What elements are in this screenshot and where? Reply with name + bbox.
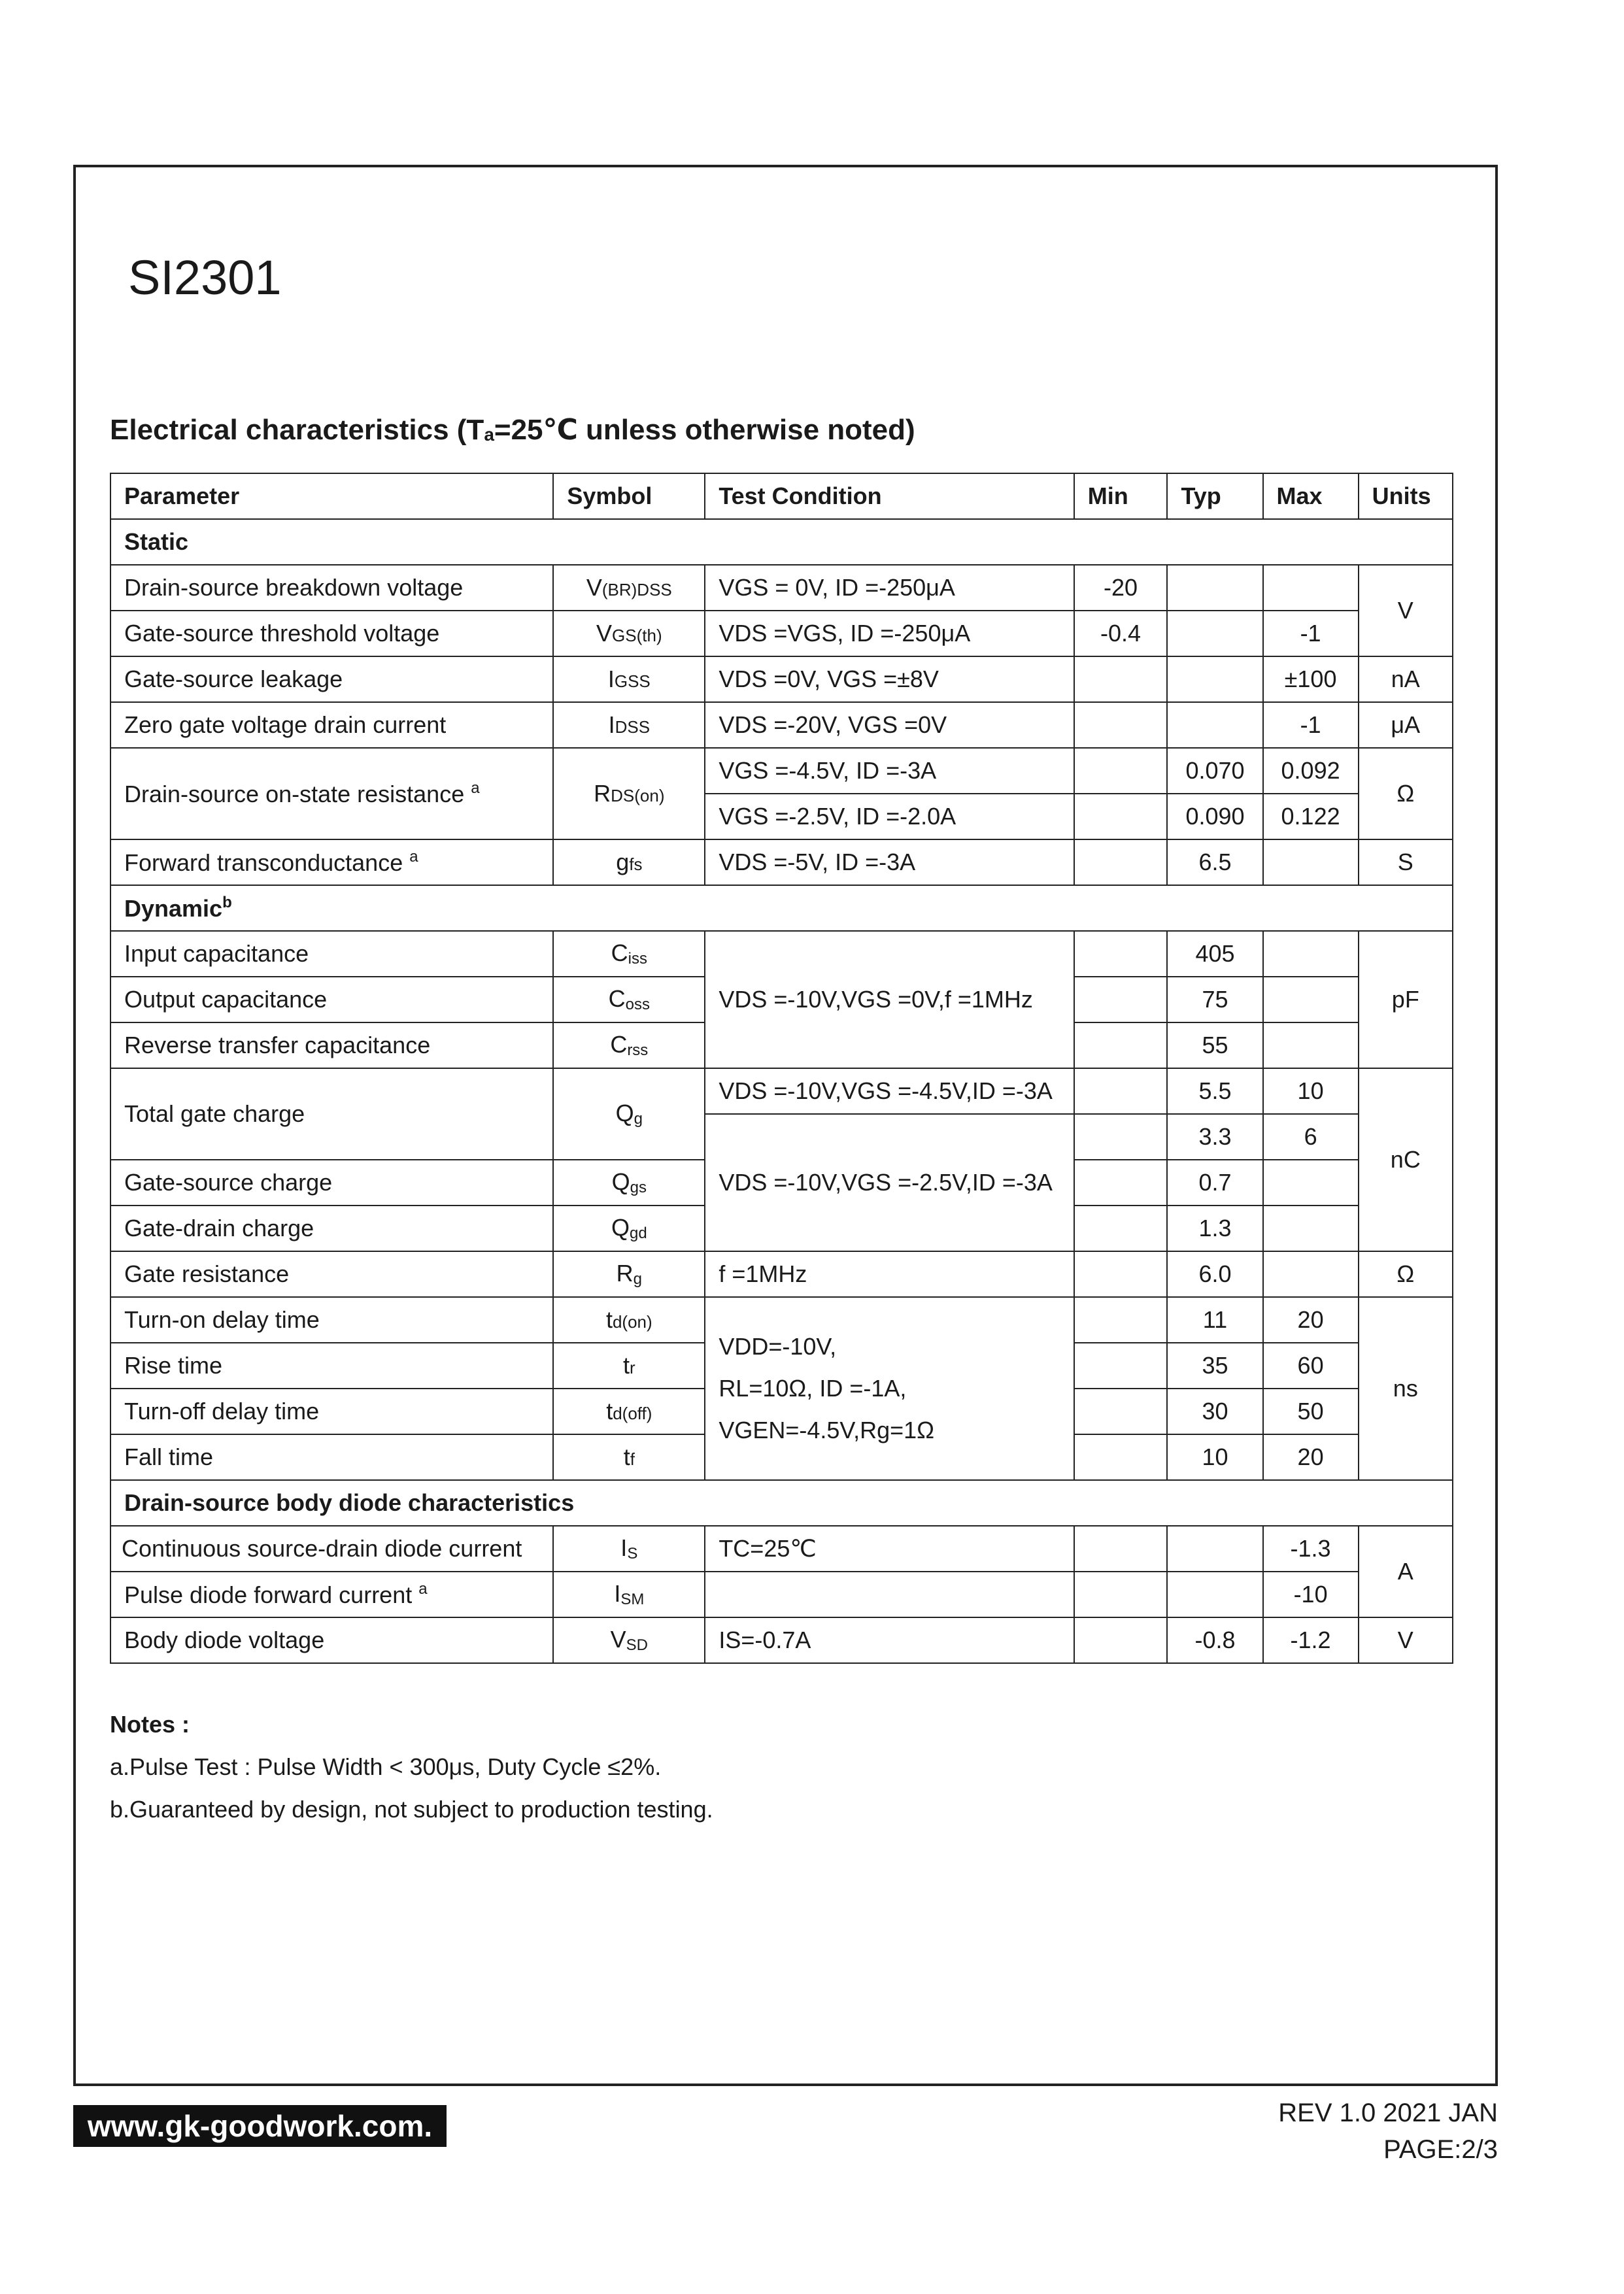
min-cell (1074, 656, 1168, 702)
param-cell: Input capacitance (110, 931, 553, 977)
header-row (110, 473, 1453, 519)
condition-cell: VDS =-5V, ID =-3A (705, 839, 1074, 885)
param-cell: Forward transconductance $^a$ (110, 839, 553, 885)
max-cell: -10 (1263, 1572, 1359, 1617)
switch-cond-line-3: VGEN=-4.5V,Rg=1Ω (719, 1417, 935, 1443)
symbol-cell: td(off) (553, 1389, 705, 1434)
typ-cell: 5.5 (1167, 1068, 1262, 1114)
param-cell: Gate-source threshold voltage (110, 611, 553, 656)
max-cell: 0.092 (1263, 748, 1359, 794)
max-cell (1263, 1022, 1359, 1068)
switch-cond-line-1: VDD=-10V, (719, 1333, 837, 1360)
min-cell (1074, 839, 1168, 885)
website-link[interactable]: www.gk-goodwork.com. (73, 2105, 447, 2147)
param-cell: Output capacitance (110, 977, 553, 1022)
typ-cell: 0.070 (1167, 748, 1262, 794)
param-cell: Zero gate voltage drain current (110, 702, 553, 748)
condition-cell (705, 1297, 1074, 1480)
min-cell (1074, 931, 1168, 977)
electrical-characteristics-table (110, 473, 1453, 1664)
param-cell: Drain-source on-state resistance $^a$ (110, 748, 553, 839)
typ-cell: 75 (1167, 977, 1262, 1022)
symbol-cell: $I_{SM}$ (553, 1572, 705, 1617)
max-cell: 6 (1263, 1114, 1359, 1160)
condition-cell: f =1MHz (705, 1251, 1074, 1297)
param-cell: Gate resistance (110, 1251, 553, 1297)
header-parameter: Parameter (110, 473, 553, 519)
table-row (110, 656, 1453, 702)
symbol-cell: VGS(th) (553, 611, 705, 656)
condition-cell: VGS = 0V, ID =-250μA (705, 565, 1074, 611)
min-cell (1074, 1343, 1168, 1389)
min-cell (1074, 1068, 1168, 1114)
min-cell (1074, 1251, 1168, 1297)
category-row (110, 519, 1453, 565)
table-row (110, 1068, 1453, 1114)
units-cell: V (1359, 1617, 1453, 1663)
units-cell: pF (1359, 931, 1453, 1068)
typ-cell (1167, 611, 1262, 656)
typ-cell (1167, 1526, 1262, 1572)
max-cell: -1.3 (1263, 1526, 1359, 1572)
param-cell: Turn-on delay time (110, 1297, 553, 1343)
max-cell (1263, 977, 1359, 1022)
min-cell: -0.4 (1074, 611, 1168, 656)
header-max: Max (1263, 473, 1359, 519)
header-units: Units (1359, 473, 1453, 519)
section-title-sub: a (484, 424, 494, 445)
symbol-cell: $Q_{gs}$ (553, 1160, 705, 1206)
table-row (110, 748, 1453, 794)
param-cell: Turn-off delay time (110, 1389, 553, 1434)
param-cell: Continuous source-drain diode current (110, 1526, 553, 1572)
units-cell: Ω (1359, 1251, 1453, 1297)
header-symbol: Symbol (553, 473, 705, 519)
param-cell: Pulse diode forward current $^a$ (110, 1572, 553, 1617)
max-cell: -1 (1263, 611, 1359, 656)
units-cell: ns (1359, 1297, 1453, 1480)
symbol-cell: $I_S$ (553, 1526, 705, 1572)
note-b: b.Guaranteed by design, not subject to production testing. (110, 1796, 713, 1823)
max-cell: ±100 (1263, 656, 1359, 702)
table-row (110, 611, 1453, 656)
typ-cell: 10 (1167, 1434, 1262, 1480)
part-number: SI2301 (128, 250, 282, 305)
param-cell: Gate-drain charge (110, 1206, 553, 1251)
max-cell: -1 (1263, 702, 1359, 748)
max-cell (1263, 931, 1359, 977)
typ-cell: 6.0 (1167, 1251, 1262, 1297)
notes-heading: Notes : (110, 1711, 190, 1738)
units-cell: S (1359, 839, 1453, 885)
symbol-cell: IDSS (553, 702, 705, 748)
symbol-cell: tr (553, 1343, 705, 1389)
max-cell (1263, 1206, 1359, 1251)
typ-cell (1167, 1572, 1262, 1617)
param-cell: Gate-source charge (110, 1160, 553, 1206)
typ-cell: 35 (1167, 1343, 1262, 1389)
min-cell (1074, 1297, 1168, 1343)
typ-cell: 11 (1167, 1297, 1262, 1343)
typ-cell: -0.8 (1167, 1617, 1262, 1663)
symbol-cell: td(on) (553, 1297, 705, 1343)
min-cell (1074, 1617, 1168, 1663)
table-row (110, 1617, 1453, 1663)
max-cell: 10 (1263, 1068, 1359, 1114)
min-cell (1074, 1434, 1168, 1480)
param-cell: Gate-source leakage (110, 656, 553, 702)
min-cell (1074, 1389, 1168, 1434)
typ-cell: 405 (1167, 931, 1262, 977)
symbol-cell: $C_{oss}$ (553, 977, 705, 1022)
category-row (110, 885, 1453, 931)
symbol-cell: $Q_{gd}$ (553, 1206, 705, 1251)
table-row (110, 565, 1453, 611)
condition-cell: VGS =-4.5V, ID =-3A (705, 748, 1074, 794)
table-row (110, 839, 1453, 885)
min-cell (1074, 748, 1168, 794)
min-cell (1074, 1160, 1168, 1206)
revision-info (1278, 2095, 1498, 2168)
symbol-cell: $C_{iss}$ (553, 931, 705, 977)
max-cell: 20 (1263, 1434, 1359, 1480)
min-cell (1074, 1206, 1168, 1251)
typ-cell: 3.3 (1167, 1114, 1262, 1160)
min-cell: -20 (1074, 565, 1168, 611)
condition-cell (705, 1572, 1074, 1617)
typ-cell: 0.090 (1167, 794, 1262, 839)
typ-cell: 55 (1167, 1022, 1262, 1068)
note-a: a.Pulse Test : Pulse Width < 300μs, Duty Cycle ≤2%. (110, 1753, 662, 1780)
condition-cell: VDS =-10V,VGS =0V,f =1MHz (705, 931, 1074, 1068)
symbol-cell: gfs (553, 839, 705, 885)
section-title-pre: Electrical characteristics (T (110, 414, 484, 446)
min-cell (1074, 1022, 1168, 1068)
condition-cell: VDS =-10V,VGS =-4.5V,ID =-3A (705, 1068, 1074, 1114)
condition-cell: VGS =-2.5V, ID =-2.0A (705, 794, 1074, 839)
table-row (110, 1251, 1453, 1297)
table-row (110, 1526, 1453, 1572)
condition-cell: TC=25℃ (705, 1526, 1074, 1572)
typ-cell: 0.7 (1167, 1160, 1262, 1206)
condition-cell: VDS =0V, VGS =±8V (705, 656, 1074, 702)
category-diode: Drain-source body diode characteristics (110, 1480, 1453, 1526)
units-cell: nC (1359, 1068, 1453, 1251)
max-cell: 50 (1263, 1389, 1359, 1434)
units-cell: A (1359, 1526, 1453, 1617)
switch-cond-line-2: RL=10Ω, ID =-1A, (719, 1375, 907, 1402)
category-static: Static (110, 519, 1453, 565)
typ-cell: 6.5 (1167, 839, 1262, 885)
max-cell (1263, 565, 1359, 611)
typ-cell: 30 (1167, 1389, 1262, 1434)
max-cell: 20 (1263, 1297, 1359, 1343)
min-cell (1074, 1572, 1168, 1617)
section-title (110, 413, 915, 447)
units-cell: nA (1359, 656, 1453, 702)
symbol-cell: $R_g$ (553, 1251, 705, 1297)
min-cell (1074, 977, 1168, 1022)
symbol-cell: $Q_g$ (553, 1068, 705, 1160)
table-row (110, 1297, 1453, 1343)
max-cell (1263, 1251, 1359, 1297)
condition-cell: VDS =VGS, ID =-250μA (705, 611, 1074, 656)
table-row (110, 702, 1453, 748)
max-cell: 0.122 (1263, 794, 1359, 839)
min-cell (1074, 1114, 1168, 1160)
header-typ: Typ (1167, 473, 1262, 519)
table-row (110, 1572, 1453, 1617)
typ-cell: 1.3 (1167, 1206, 1262, 1251)
max-cell: -1.2 (1263, 1617, 1359, 1663)
category-row (110, 1480, 1453, 1526)
units-cell: μA (1359, 702, 1453, 748)
section-title-post: =25℃ unless otherwise noted) (494, 414, 915, 446)
notes (110, 1703, 713, 1830)
min-cell (1074, 794, 1168, 839)
symbol-cell: IGSS (553, 656, 705, 702)
units-cell: V (1359, 565, 1453, 656)
table-row (110, 931, 1453, 977)
condition-cell: IS=-0.7A (705, 1617, 1074, 1663)
header-min: Min (1074, 473, 1168, 519)
param-cell: Rise time (110, 1343, 553, 1389)
symbol-cell: $C_{rss}$ (553, 1022, 705, 1068)
max-cell (1263, 839, 1359, 885)
symbol-cell: V(BR)DSS (553, 565, 705, 611)
max-cell (1263, 1160, 1359, 1206)
param-cell: Drain-source breakdown voltage (110, 565, 553, 611)
max-cell: 60 (1263, 1343, 1359, 1389)
param-cell: Total gate charge (110, 1068, 553, 1160)
condition-cell: VDS =-20V, VGS =0V (705, 702, 1074, 748)
min-cell (1074, 1526, 1168, 1572)
param-cell: Fall time (110, 1434, 553, 1480)
typ-cell (1167, 702, 1262, 748)
category-dynamic: Dynamic$^b$ (110, 885, 1453, 931)
symbol-cell: tf (553, 1434, 705, 1480)
revision-label: REV 1.0 2021 JAN (1278, 2099, 1498, 2127)
param-cell: Reverse transfer capacitance (110, 1022, 553, 1068)
param-cell: Body diode voltage (110, 1617, 553, 1663)
symbol-cell: RDS(on) (553, 748, 705, 839)
units-cell: Ω (1359, 748, 1453, 839)
header-condition: Test Condition (705, 473, 1074, 519)
condition-cell: VDS =-10V,VGS =-2.5V,ID =-3A (705, 1114, 1074, 1251)
min-cell (1074, 702, 1168, 748)
symbol-cell: $V_{SD}$ (553, 1617, 705, 1663)
typ-cell (1167, 656, 1262, 702)
page-number: PAGE:2/3 (1383, 2135, 1498, 2164)
typ-cell (1167, 565, 1262, 611)
